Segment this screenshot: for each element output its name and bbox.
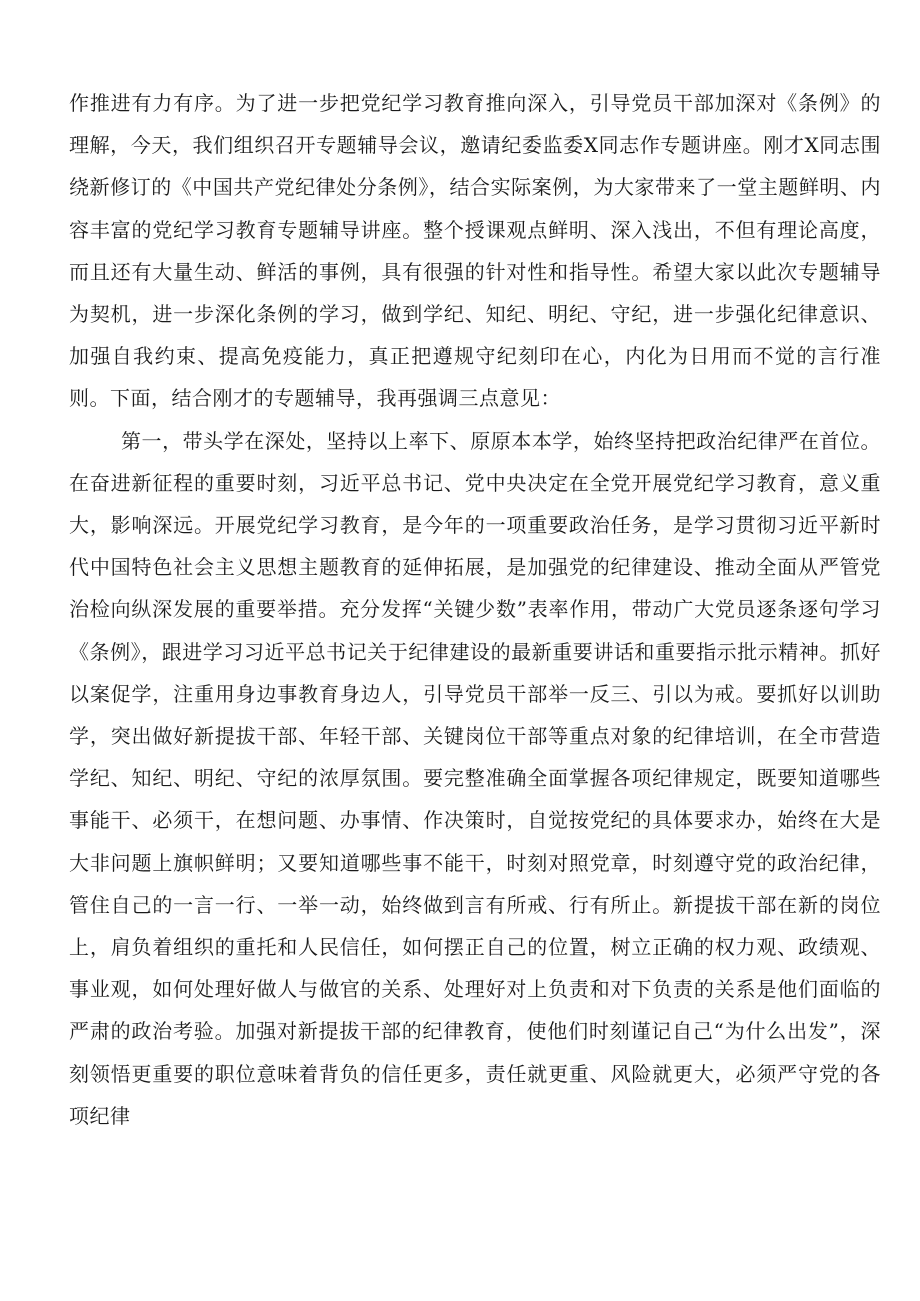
paragraph-first-point: 第一，带头学在深处，坚持以上率下、原原本本学，始终坚持把政治纪律严在首位。在奋进新征程的重要时刻，习近平总书记、党中央决定在全党开展党纪学习教育，意义重大，影响深远。开展党纪学习教育，是今年的一项重要政治任务，是学习贯彻习近平新时代中国特色社会主义思想主题教育的延伸拓展，是加强党的纪律建设、推动全面从严管党治检向纵深发展的重要举措。充分发挥“关键少数”表率作用，带动广大党员逐条逐句学习《条例》，跟进学习习近平总书记关于纪律建设的最新重要讲话和重要指示批示精神。抓好以案促学，注重用身边事教育身边人，引导党员干部举一反三、引以为戒。要抓好以训助学，突出做好新提拔干部、年轻干部、关键岗位干部等重点对象的纪律培训，在全市营造学纪、知纪、明纪、守纪的浓厚氛围。要完整准确全面掌握各项纪律规定，既要知道哪些事能干、必须干，在想问题、办事情、作决策时，自觉按党纪的具体要求办，始终在大是大非问题上旗帜鲜明；又要知道哪些事不能干，时刻对照党章，时刻遵守党的政治纪律，管住自己的一言一行、一举一动，始终做到言有所戒、行有所止。新提拔干部在新的岗位上，肩负着组织的重托和人民信任，如何摆正自己的位置，树立正确的权力观、政绩观、事业观，如何处理好做人与做官的关系、处理好对上负责和对下负责的关系是他们面临的严肃的政治考验。加强对新提拔干部的纪律教育，使他们时刻谨记自己“为什么出发”，深刻领悟更重要的职位意味着背负的信任更多，责任就更重、风险就更大，必须严守党的各项纪律 [69,428,881,1128]
paragraph-intro: 作推进有力有序。为了进一步把党纪学习教育推向深入，引导党员干部加深对《条例》的理解，今天，我们组织召开专题辅导会议，邀请纪委监委X同志作专题讲座。刚才X同志围绕新修订的《中国共产党纪律处分条例》，结合实际案例，为大家带来了一堂主题鲜明、内容丰富的党纪学习教育专题辅导讲座。整个授课观点鲜明、深入浅出，不但有理论高度，而且还有大量生动、鲜活的事例，具有很强的针对性和指导性。希望大家以此次专题辅导为契机，进一步深化条例的学习，做到学纪、知纪、明纪、守纪，进一步强化纪律意识、加强自我约束、提高免疫能力，真正把遵规守纪刻印在心，内化为日用而不觉的言行准则。下面，结合刚才的专题辅导，我再强调三点意见： [69,91,881,411]
document-page [69,82,881,1137]
